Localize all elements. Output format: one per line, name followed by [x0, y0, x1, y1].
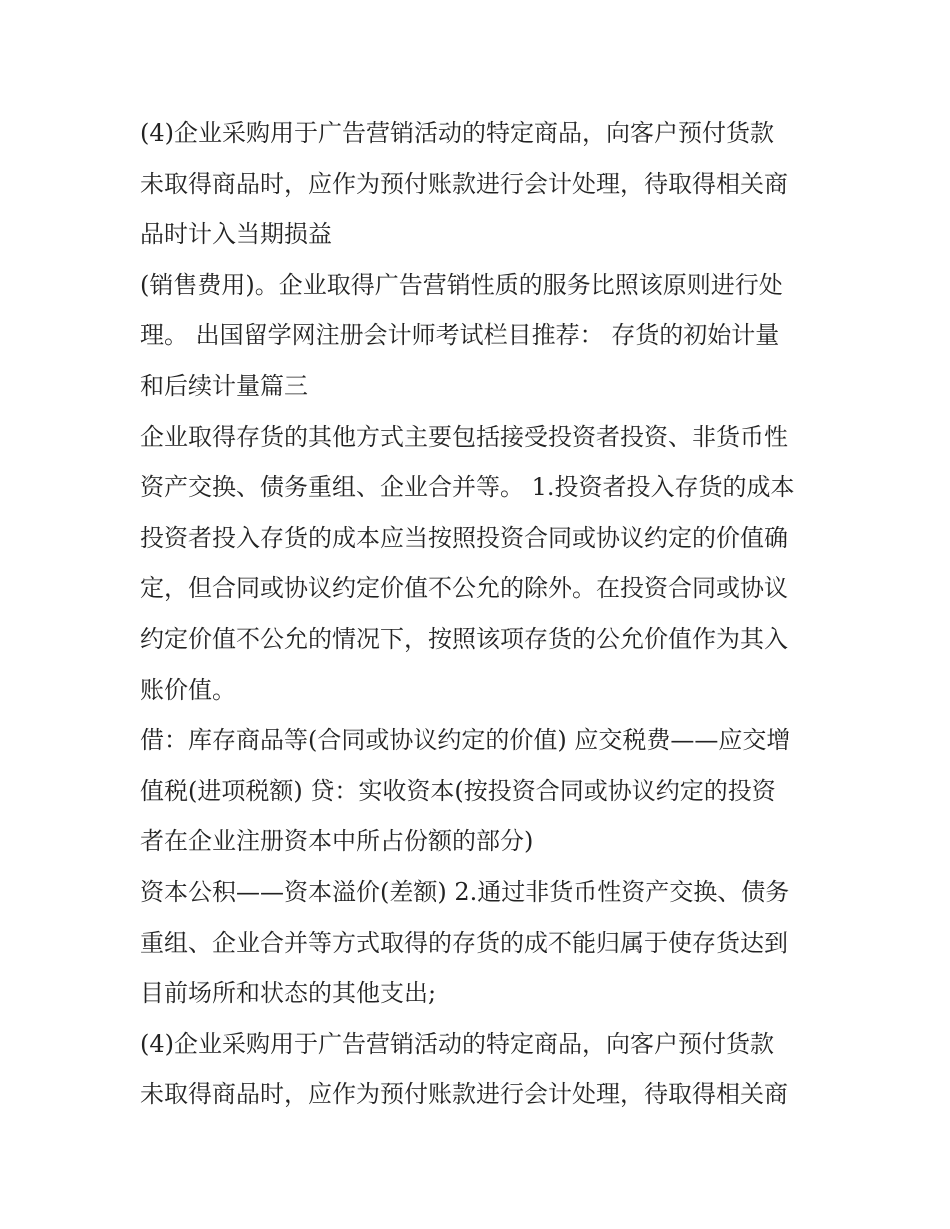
text-line-7: 企业取得存货的其他方式主要包括接受投资者投资、非货币性 [140, 422, 788, 451]
text-line-10: 定，但合同或协议约定价值不公允的除外。在投资合同或协议 [140, 574, 788, 603]
text-line-16: 资本公积——资本溢价(差额) 2.通过非货币性资产交换、债务 [140, 877, 790, 906]
text-line-5: 理。 出国留学网注册会计师考试栏目推荐： 存货的初始计量 [140, 321, 780, 350]
text-line-15: 者在企业注册资本中所占份额的部分) [140, 827, 534, 856]
text-line-12: 账价值。 [140, 675, 236, 704]
text-line-1: (4)企业采购用于广告营销活动的特定商品，向客户预付货款 [140, 119, 774, 147]
document-body [140, 108, 820, 1120]
text-line-4: (销售费用)。企业取得广告营销性质的服务比照该原则进行处 [140, 270, 783, 299]
text-line-13: 借：库存商品等(合同或协议约定的价值) 应交税费——应交增 [140, 726, 791, 755]
text-line-2: 未取得商品时，应作为预付账款进行会计处理，待取得相关商 [140, 169, 788, 198]
text-line-8: 资产交换、债务重组、企业合并等。 1.投资者投入存货的成本 [140, 473, 795, 502]
text-line-17: 重组、企业合并等方式取得的存货的成不能归属于使存货达到 [140, 928, 788, 957]
text-line-20: 未取得商品时，应作为预付账款进行会计处理，待取得相关商 [140, 1080, 788, 1109]
text-line-19: (4)企业采购用于广告营销活动的特定商品，向客户预付货款 [140, 1029, 774, 1058]
text-line-6: 和后续计量篇三 [140, 371, 308, 400]
text-line-3: 品时计入当期损益 [140, 220, 332, 249]
text-line-18: 目前场所和状态的其他支出; [140, 979, 437, 1008]
text-line-11: 约定价值不公允的情况下，按照该项存货的公允价值作为其入 [140, 624, 788, 653]
text-line-14: 值税(进项税额) 贷：实收资本(按投资合同或协议约定的投资 [140, 776, 776, 805]
text-line-9: 投资者投入存货的成本应当按照投资合同或协议约定的价值确 [140, 523, 788, 552]
